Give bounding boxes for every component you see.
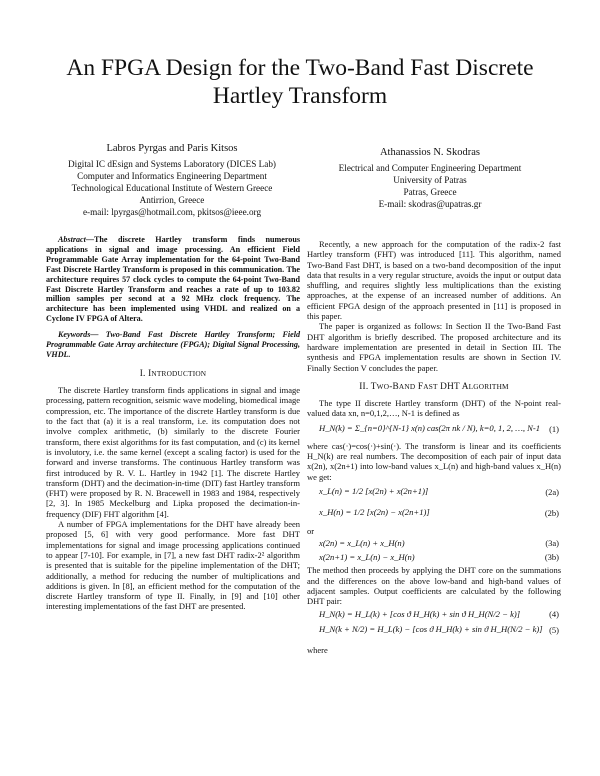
author-names: Athanassios N. Skodras [379, 147, 481, 158]
keywords: Keywords— Two-Band Fast Discrete Hartley Transform; Field Programmable Gate Array architecture (FPGA); Digital Signal Processing, VHDL. [46, 330, 300, 359]
keywords-text: Two-Band Fast Discrete Hartley Transform; Field Programmable Gate Array architecture (FPGA); Digital Signal Processing, VHDL. [46, 330, 300, 359]
equation-3a-expression: x(2n) = x_L(n) + x_H(n) [319, 538, 405, 549]
section-numeral: II. [359, 381, 369, 392]
equation-2a-expression: x_L(n) = 1/2 [x(2n) + x(2n+1)] [319, 485, 429, 496]
or-text: or [307, 525, 315, 536]
section-numeral: I. [139, 368, 146, 379]
equation-3b-expression: x(2n+1) = x_L(n) − x_H(n) [319, 552, 415, 563]
intro-paragraph-1: The discrete Hartley transform finds applications in signal and image processing, pattern recognition, seismic wave modeling, biomedical image compression, etc. The importance of the discrete Hartley transform is due to the fact that (a) it is a real transform, i.e. its computation does not involve complex arithmetic, (b) similarly to the discrete Fourier transform, there exist algorithms for its fast computation, and (c) its kernel is involutory, i.e. the same kernel (except a scaling factor) is used for the forward and inverse transforms. The continuous Hartley transform was first introduced by R. V. L. Hartley in 1942 [1]. The discrete Hartley transform (DHT) and the decimation-in-time (DIT) fast Hartley transform (FHT) were proposed by R. N. Bracewell in 1983 and 1984, respectively [2, 3]. In 1985 Meckelburg and Lipka proposed the decimation-in-frequency (DIF) FHT algorithm [4]. [46, 385, 300, 519]
left-column [46, 235, 300, 612]
heading-rest: WO [376, 381, 390, 391]
heading-initial: I [148, 368, 152, 379]
equation-number: (3b) [544, 552, 559, 563]
equation-number: (5) [549, 625, 559, 636]
abstract: Abstract—The discrete Hartley transform finds numerous applications in signal and image processing. An efficient Field Programmable Gate Array implementation for the 64-point Two-Band Fast Discrete Hartley Transform is proposed in this communication. The architecture requires 57 clock cycles to compute the 64-point Two-Band Fast Discrete Hartley Transform and reaches a rate of up to 103.82 million samples per second at a 92 MHz clock frequency. The architecture has been implemented using VHDL and realized on a Cyclone IV FPGA of Altera. [46, 235, 300, 324]
equation-4-expression: H_N(k) = H_L(k) + [cos ϑ H_H(k) + sin ϑ H_H(N/2 − k)] [319, 609, 521, 620]
equation-3b [307, 551, 561, 564]
equation-2a [307, 483, 561, 503]
affiliation-line: Computer and Informatics Engineering Department [77, 171, 267, 181]
author-email: e-mail: lpyrgas@hotmail.com, pkitsos@ieee.org [82, 207, 262, 217]
equation-5-expression: H_N(k + N/2) = H_L(k) − [cos ϑ H_H(k) + sin ϑ H_H(N/2 − k)] [319, 624, 543, 635]
section-heading-two-band-fast-dht [307, 382, 561, 392]
equation-5 [307, 621, 561, 641]
right-column [307, 235, 561, 656]
equation-number: (2a) [545, 486, 559, 497]
affiliation-line: Electrical and Computer Engineering Department [338, 163, 522, 173]
section2-paragraph-2: where cas(·)=cos(·)+sin(·). The transform is linear and its coefficients H_N(k) are real numbers. The decomposition of each pair of input data x(2n), x(2n+1) into low-band values x_L(n) and high-band values x_H(n) we get: [307, 440, 561, 482]
intro-paragraph-4: The paper is organized as follows: In Section II the Two-Band Fast DHT algorithm is briefly described. The proposed architecture and its hardware implementation are presented in detail in Section III. The synthesis and FPGA implementation results are shown in Section IV. Finally Section V concludes the paper. [307, 321, 561, 373]
intro-paragraph-3: Recently, a new approach for the computation of the radix-2 fast Hartley transform (FHT) was introduced [11]. This algorithm, named Two-Band Fast DHT, is based on a two-band decomposition of the input data that results in a very regular structure, avoids the input or output data shuffling, and requires slightly less multiplications than the existing approaches, at the expense of an increased number of additions. An efficient FPGA design of the approach presented in [11] is proposed in this paper. [307, 239, 561, 322]
heading-word: DHT [437, 381, 462, 392]
equation-number: (3a) [545, 538, 559, 549]
heading-initial: -B [389, 381, 399, 392]
where-text: where [307, 645, 328, 656]
equation-number: (1) [549, 423, 559, 434]
heading-rest: NTRODUCTION [151, 368, 207, 378]
heading-rest: LGORITHM [468, 381, 509, 391]
affiliation-line: Antirrion, Greece [139, 195, 205, 205]
intro-paragraph-2: A number of FPGA implementations for the DHT have already been proposed [5, 6] with very good performance. More fast DHT implementations for signal and image processing applications continued to appear [7-10]. For example, in [7], a new fast DHT radix-2² algorithm is presented that is suitable for the pipeline implementation of the DHT; additionally, a method for reducing the number of multiplications and additions is given. In [8], an efficient method for the computation of the discrete Hartley transform of type II. Finally, in [9] and [10] other interesting implementations of the fast DHT are presented. [46, 519, 300, 612]
heading-rest: AST [423, 381, 438, 391]
equation-1 [307, 420, 561, 440]
equation-number: (4) [549, 609, 559, 620]
equation-1-expression: H_N(k) = Σ_{n=0}^{N-1} x(n) cas(2π nk / N), k=0, 1, 2, …, N-1 [319, 422, 541, 433]
abstract-text: The discrete Hartley transform finds numerous applications in signal and image processing. An efficient Field Programmable Gate Array implementation for the 64-point Two-Band Fast Discrete Hartley Transform is proposed in this communication. The architecture requires 57 clock cycles to compute the 64-point Two-Band Fast Discrete Hartley Transform and reaches a rate of up to 103.82 million samples per second at a 92 MHz clock frequency. The architecture has been implemented using VHDL and realized on a Cyclone IV FPGA of Altera. [46, 235, 300, 324]
authors-left [40, 143, 304, 218]
heading-initial: A [461, 381, 469, 392]
equation-3a [307, 537, 561, 550]
section2-paragraph-3: The method then proceeds by applying the DHT core on the summations and the differences on the above low-band and high-band values of adjacent samples. Output coefficients are calculated by the following DHT pair: [307, 565, 561, 607]
author-email: E-mail: skodras@upatras.gr [378, 199, 482, 209]
abstract-label: Abstract [58, 235, 86, 244]
affiliation-line: Technological Educational Institute of Western Greece [71, 183, 273, 193]
affiliation-line: Digital IC dEsign and Systems Laboratory (DICES Lab) [68, 159, 276, 169]
equation-4 [307, 607, 561, 620]
paper-title: An FPGA Design for the Two-Band Fast Discrete Hartley Transform [66, 55, 534, 109]
authors-right [300, 143, 560, 210]
equation-2b-expression: x_H(n) = 1/2 [x(2n) − x(2n+1)] [319, 506, 430, 517]
heading-initial: F [415, 381, 424, 392]
section2-paragraph-1: The type II discrete Hartley transform (DHT) of the N-point real-valued data xn, n=0,1,2,…, N-1 is defined as [307, 398, 561, 419]
section-heading-introduction [46, 369, 300, 379]
affiliation-line: University of Patras [393, 175, 467, 185]
heading-initial: T [370, 381, 377, 392]
heading-rest: AND [398, 381, 416, 391]
equation-2b [307, 504, 561, 524]
affiliation-line: Patras, Greece [403, 187, 457, 197]
author-names: Labros Pyrgas and Paris Kitsos [106, 143, 238, 154]
keywords-label: Keywords [58, 330, 91, 340]
equation-number: (2b) [544, 507, 559, 518]
